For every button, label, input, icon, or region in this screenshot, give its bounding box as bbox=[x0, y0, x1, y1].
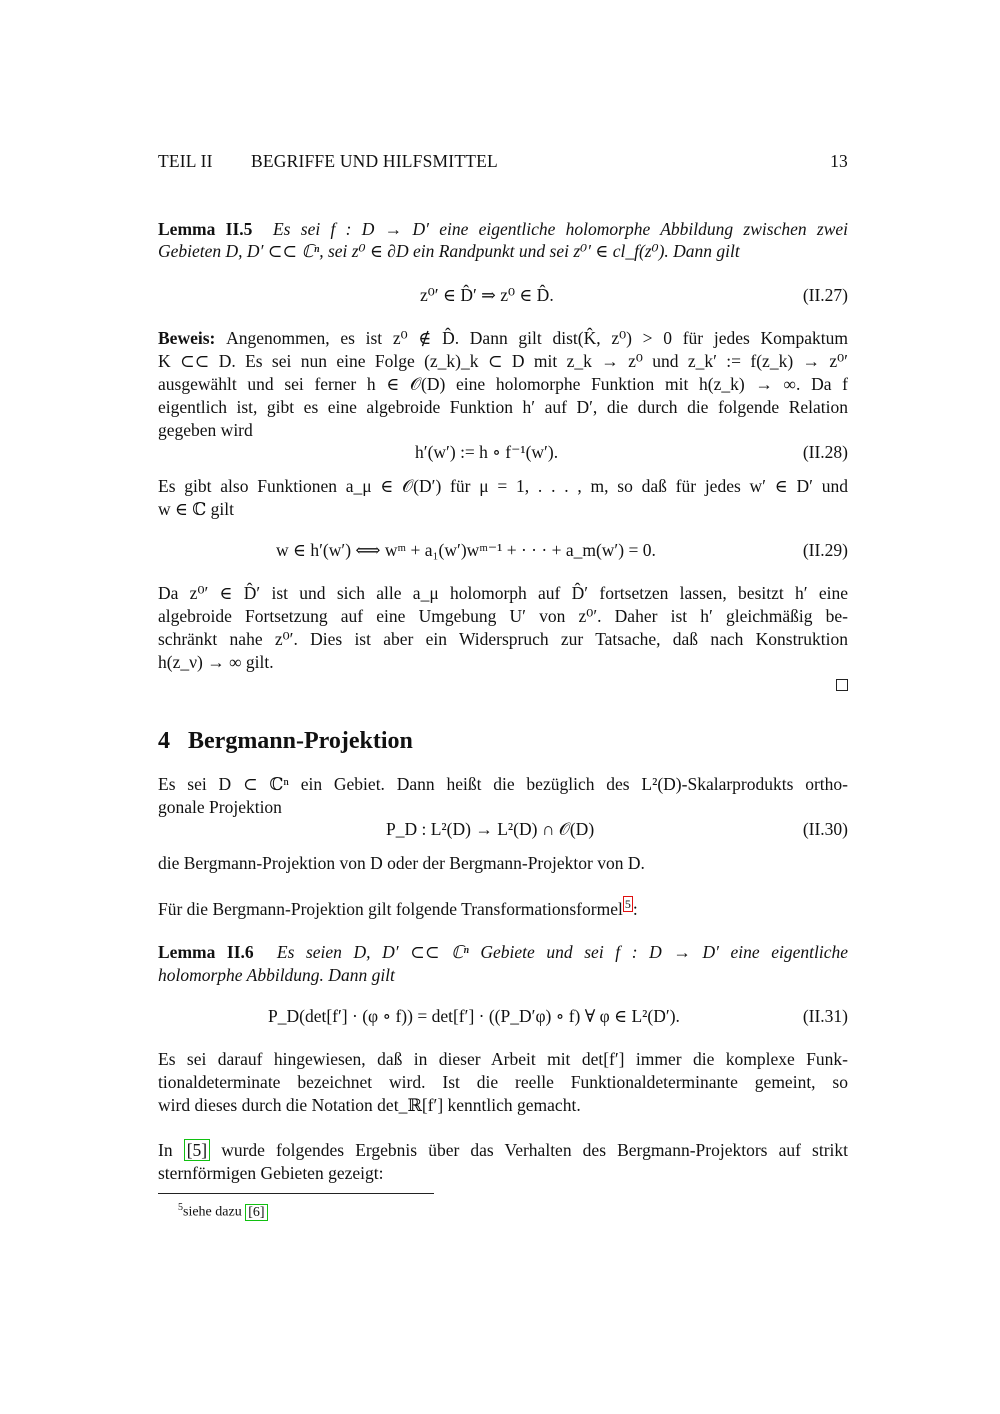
lemma-ii5-line2: Gebieten D, D′ ⊂⊂ ℂⁿ, sei z⁰ ∈ ∂D ein Randpunkt und sei z⁰′ ∈ cl_f(z⁰). Dann gilt bbox=[158, 241, 740, 261]
equation-ii31: P_D(det[f′] · (φ ∘ f)) = det[f′] · ((P_D′φ) ∘ f) ∀ φ ∈ L²(D′). bbox=[268, 1006, 680, 1026]
proof-line11: h(z_ν) → ∞ gilt. bbox=[158, 652, 274, 672]
equation-number-ii29: (II.29) bbox=[802, 540, 848, 560]
proof-line9: algebroide Fortsetzung auf eine Umgebung U′ von z⁰′. Daher ist h′ gleichmäßig be- bbox=[158, 606, 848, 626]
running-header-chapter: BEGRIFFE UND HILFSMITTEL bbox=[251, 151, 498, 171]
equation-ii29: w ∈ h′(w′) ⟺ wᵐ + a₁(w′)wᵐ⁻¹ + · · · + a_m(w′) = 0. bbox=[276, 540, 656, 560]
proof-line5: gegeben wird bbox=[158, 420, 253, 440]
running-header-part: TEIL II bbox=[158, 151, 213, 171]
lemma-ii6-line2: holomorphe Abbildung. Dann gilt bbox=[158, 965, 395, 985]
proof-text1: Angenommen, es ist z⁰ ∉ D̂. Dann gilt dist(K̂, z⁰) > 0 für jedes Kompaktum bbox=[226, 328, 849, 348]
page-number: 13 bbox=[830, 151, 848, 171]
lemma-ii6-line1 bbox=[158, 941, 848, 964]
lemma-ii6-label: Lemma II.6 bbox=[158, 942, 254, 962]
section4-para2 bbox=[158, 898, 848, 921]
lemma-ii5-line1 bbox=[158, 218, 848, 241]
footnote bbox=[178, 1198, 268, 1223]
lemma-ii6-text1: Es seien D, D′ ⊂⊂ ℂⁿ Gebiete und sei f : D → D′ eine eigentliche bbox=[276, 942, 849, 962]
section4-para2-text: Für die Bergmann-Projektion gilt folgende Transformationsformel bbox=[158, 899, 623, 919]
section4-para1-line3: die Bergmann-Projektion von D oder der Bergmann-Projektor von D. bbox=[158, 853, 645, 873]
result-line1 bbox=[158, 1139, 848, 1162]
proof-line4: eigentlich ist, gibt es eine algebroide Funktion h′ auf D′, die durch die folgende Relation bbox=[158, 397, 848, 417]
remark-line3: wird dieses durch die Notation det_ℝ[f′] kenntlich gemacht. bbox=[158, 1095, 581, 1115]
result-line2: sternförmigen Gebieten gezeigt: bbox=[158, 1163, 384, 1183]
section-title: Bergmann-Projektion bbox=[188, 728, 413, 754]
footnote-rule bbox=[158, 1193, 434, 1194]
proof-line6: Es gibt also Funktionen a_μ ∈ 𝒪(D′) für μ = 1, . . . , m, so daß für jedes w′ ∈ D′ und bbox=[158, 476, 848, 496]
proof-line3: ausgewählt und sei ferner h ∈ 𝒪(D) eine holomorphe Funktion mit h(z_k) → ∞. Da f bbox=[158, 374, 848, 394]
result-text-post: wurde folgendes Ergebnis über das Verhalten des Bergmann-Projektors auf strikt bbox=[210, 1140, 848, 1160]
equation-ii30: P_D : L²(D) → L²(D) ∩ 𝒪(D) bbox=[386, 819, 595, 839]
remark-line1: Es sei darauf hingewiesen, daß in dieser Arbeit mit det[f′] immer die komplexe Funk- bbox=[158, 1049, 848, 1069]
equation-ii28: h′(w′) := h ∘ f⁻¹(w′). bbox=[415, 442, 559, 462]
footnote-link-5[interactable]: 5 bbox=[624, 897, 631, 912]
section-heading bbox=[158, 726, 413, 756]
footnote-mark: 5 bbox=[178, 1202, 183, 1213]
result-text-pre: In bbox=[158, 1140, 184, 1160]
equation-number-ii30: (II.30) bbox=[802, 819, 848, 839]
section-number: 4 bbox=[158, 728, 170, 754]
proof-line2: K ⊂⊂ D. Es sei nun eine Folge (z_k)_k ⊂ D mit z_k → z⁰ und z_k′ := f(z_k) → z⁰′ bbox=[158, 351, 848, 371]
proof-line1 bbox=[158, 327, 848, 350]
remark-line2: tionaldeterminate bezeichnet wird. Ist die reelle Funktionaldeterminante gemeint, so bbox=[158, 1072, 848, 1092]
citation-link-5[interactable]: [5] bbox=[184, 1139, 210, 1161]
lemma-ii5-label: Lemma II.5 bbox=[158, 219, 253, 239]
proof-line10: schränkt nahe z⁰′. Dies ist aber ein Widerspruch zur Tatsache, daß nach Konstruktion bbox=[158, 629, 848, 649]
section4-para1-line2: gonale Projektion bbox=[158, 797, 282, 817]
lemma-ii5-text1: Es sei f : D → D′ eine eigentliche holomorphe Abbildung zwischen zwei bbox=[272, 219, 849, 239]
section4-para1-line1: Es sei D ⊂ ℂⁿ ein Gebiet. Dann heißt die bezüglich des L²(D)-Skalarprodukts ortho- bbox=[158, 774, 848, 794]
equation-ii27: z⁰′ ∈ D̂′ ⇒ z⁰ ∈ D̂. bbox=[420, 285, 554, 305]
qed-box bbox=[836, 679, 848, 691]
equation-number-ii31: (II.31) bbox=[802, 1006, 848, 1026]
proof-line8: Da z⁰′ ∈ D̂′ ist und sich alle a_μ holomorph auf D̂′ fortsetzen lassen, besitzt h′ eine bbox=[158, 583, 848, 603]
proof-label: Beweis: bbox=[158, 328, 216, 348]
proof-line7: w ∈ ℂ gilt bbox=[158, 499, 234, 519]
citation-link-6[interactable]: [6] bbox=[245, 1204, 267, 1221]
footnote-text: siehe dazu bbox=[183, 1204, 246, 1220]
equation-number-ii28: (II.28) bbox=[802, 442, 848, 462]
section4-para2-end: : bbox=[632, 899, 638, 919]
equation-number-ii27: (II.27) bbox=[802, 285, 848, 305]
